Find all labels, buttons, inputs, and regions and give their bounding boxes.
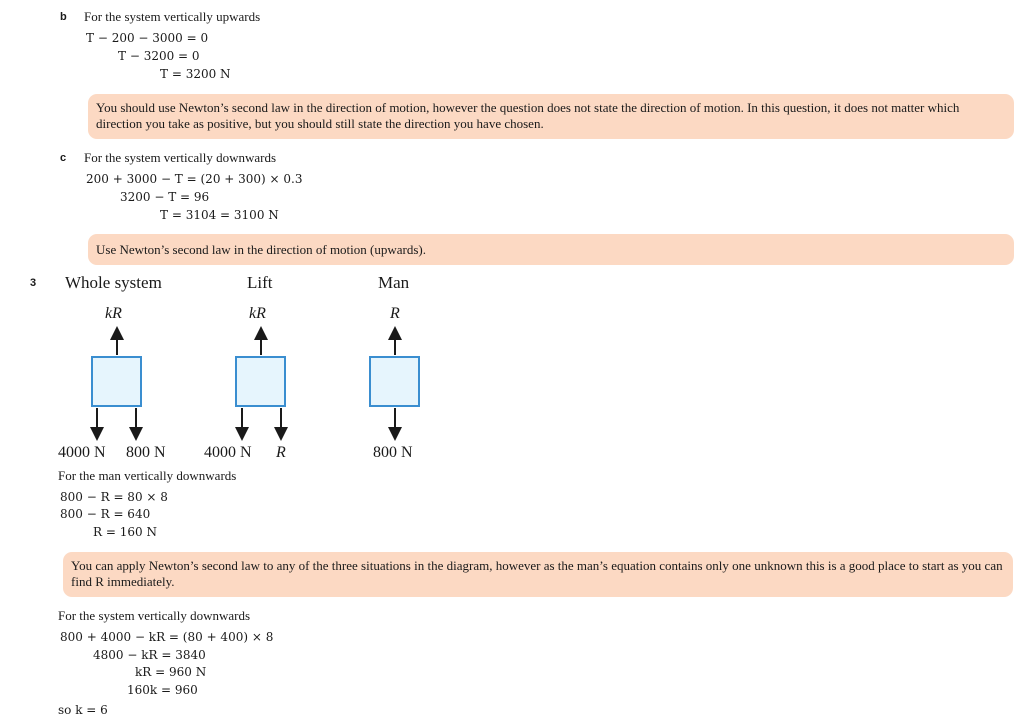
part-b-eq-1: T − 200 − 3000 = 0 [86, 31, 209, 45]
man-eq-1: 800 − R = 80 × 8 [60, 490, 168, 504]
man-down-force: 800 N [373, 444, 413, 461]
lift-up-force: kR [249, 305, 266, 322]
part-b-heading: For the system vertically upwards [84, 9, 261, 24]
part-c-eq-1: 200 + 3000 − T = (20 + 300) × 0.3 [86, 172, 303, 186]
system-eq-2: 4800 − kR = 3840 [93, 648, 206, 662]
system-eq-3: kR = 960 N [135, 665, 207, 679]
question-3-label: 3 [30, 277, 37, 289]
system-eq-4: 160k = 960 [127, 683, 198, 697]
part-c-heading: For the system vertically downwards [84, 150, 277, 165]
system-eq-1: 800 + 4000 − kR = (80 + 400) × 8 [60, 630, 274, 644]
whole-down-force-1: 4000 N [58, 444, 106, 461]
whole-system-title: Whole system [65, 273, 162, 292]
lift-down-force-2: R [276, 444, 286, 461]
man-up-force: R [390, 305, 400, 322]
man-eq-2: 800 − R = 640 [60, 507, 151, 521]
man-eq-3: R = 160 N [93, 525, 157, 539]
part-b-note: You should use Newton’s second law in the direction of motion, however the question does not state the direction of motion. In this question, it does not matter which direction you take as positive, but you should still state the direction you have chosen. [88, 94, 1014, 139]
part-b-label: b [60, 11, 67, 23]
part-b-eq-2: T − 3200 = 0 [118, 49, 200, 63]
lift-box [235, 356, 286, 407]
whole-system-box [91, 356, 142, 407]
conclusion: so k = 6 [58, 703, 108, 717]
part-b-eq-3: T = 3200 N [160, 67, 231, 81]
part-c-label: c [60, 152, 67, 164]
whole-up-force: kR [105, 305, 122, 322]
part-c-eq-2: 3200 − T = 96 [120, 190, 210, 204]
question-3-note: You can apply Newton’s second law to any of the three situations in the diagram, however as the man’s equation contains only one unknown this is a good place to start as you can find R immediately. [63, 552, 1013, 597]
lift-down-force-1: 4000 N [204, 444, 252, 461]
man-box [369, 356, 420, 407]
part-c-note: Use Newton’s second law in the direction of motion (upwards). [88, 234, 1014, 265]
system-heading: For the system vertically downwards [58, 608, 251, 623]
part-c-eq-3: T = 3104 = 3100 N [160, 208, 279, 222]
lift-title: Lift [247, 273, 273, 292]
man-title: Man [378, 273, 410, 292]
man-heading: For the man vertically downwards [58, 468, 237, 483]
whole-down-force-2: 800 N [126, 444, 166, 461]
